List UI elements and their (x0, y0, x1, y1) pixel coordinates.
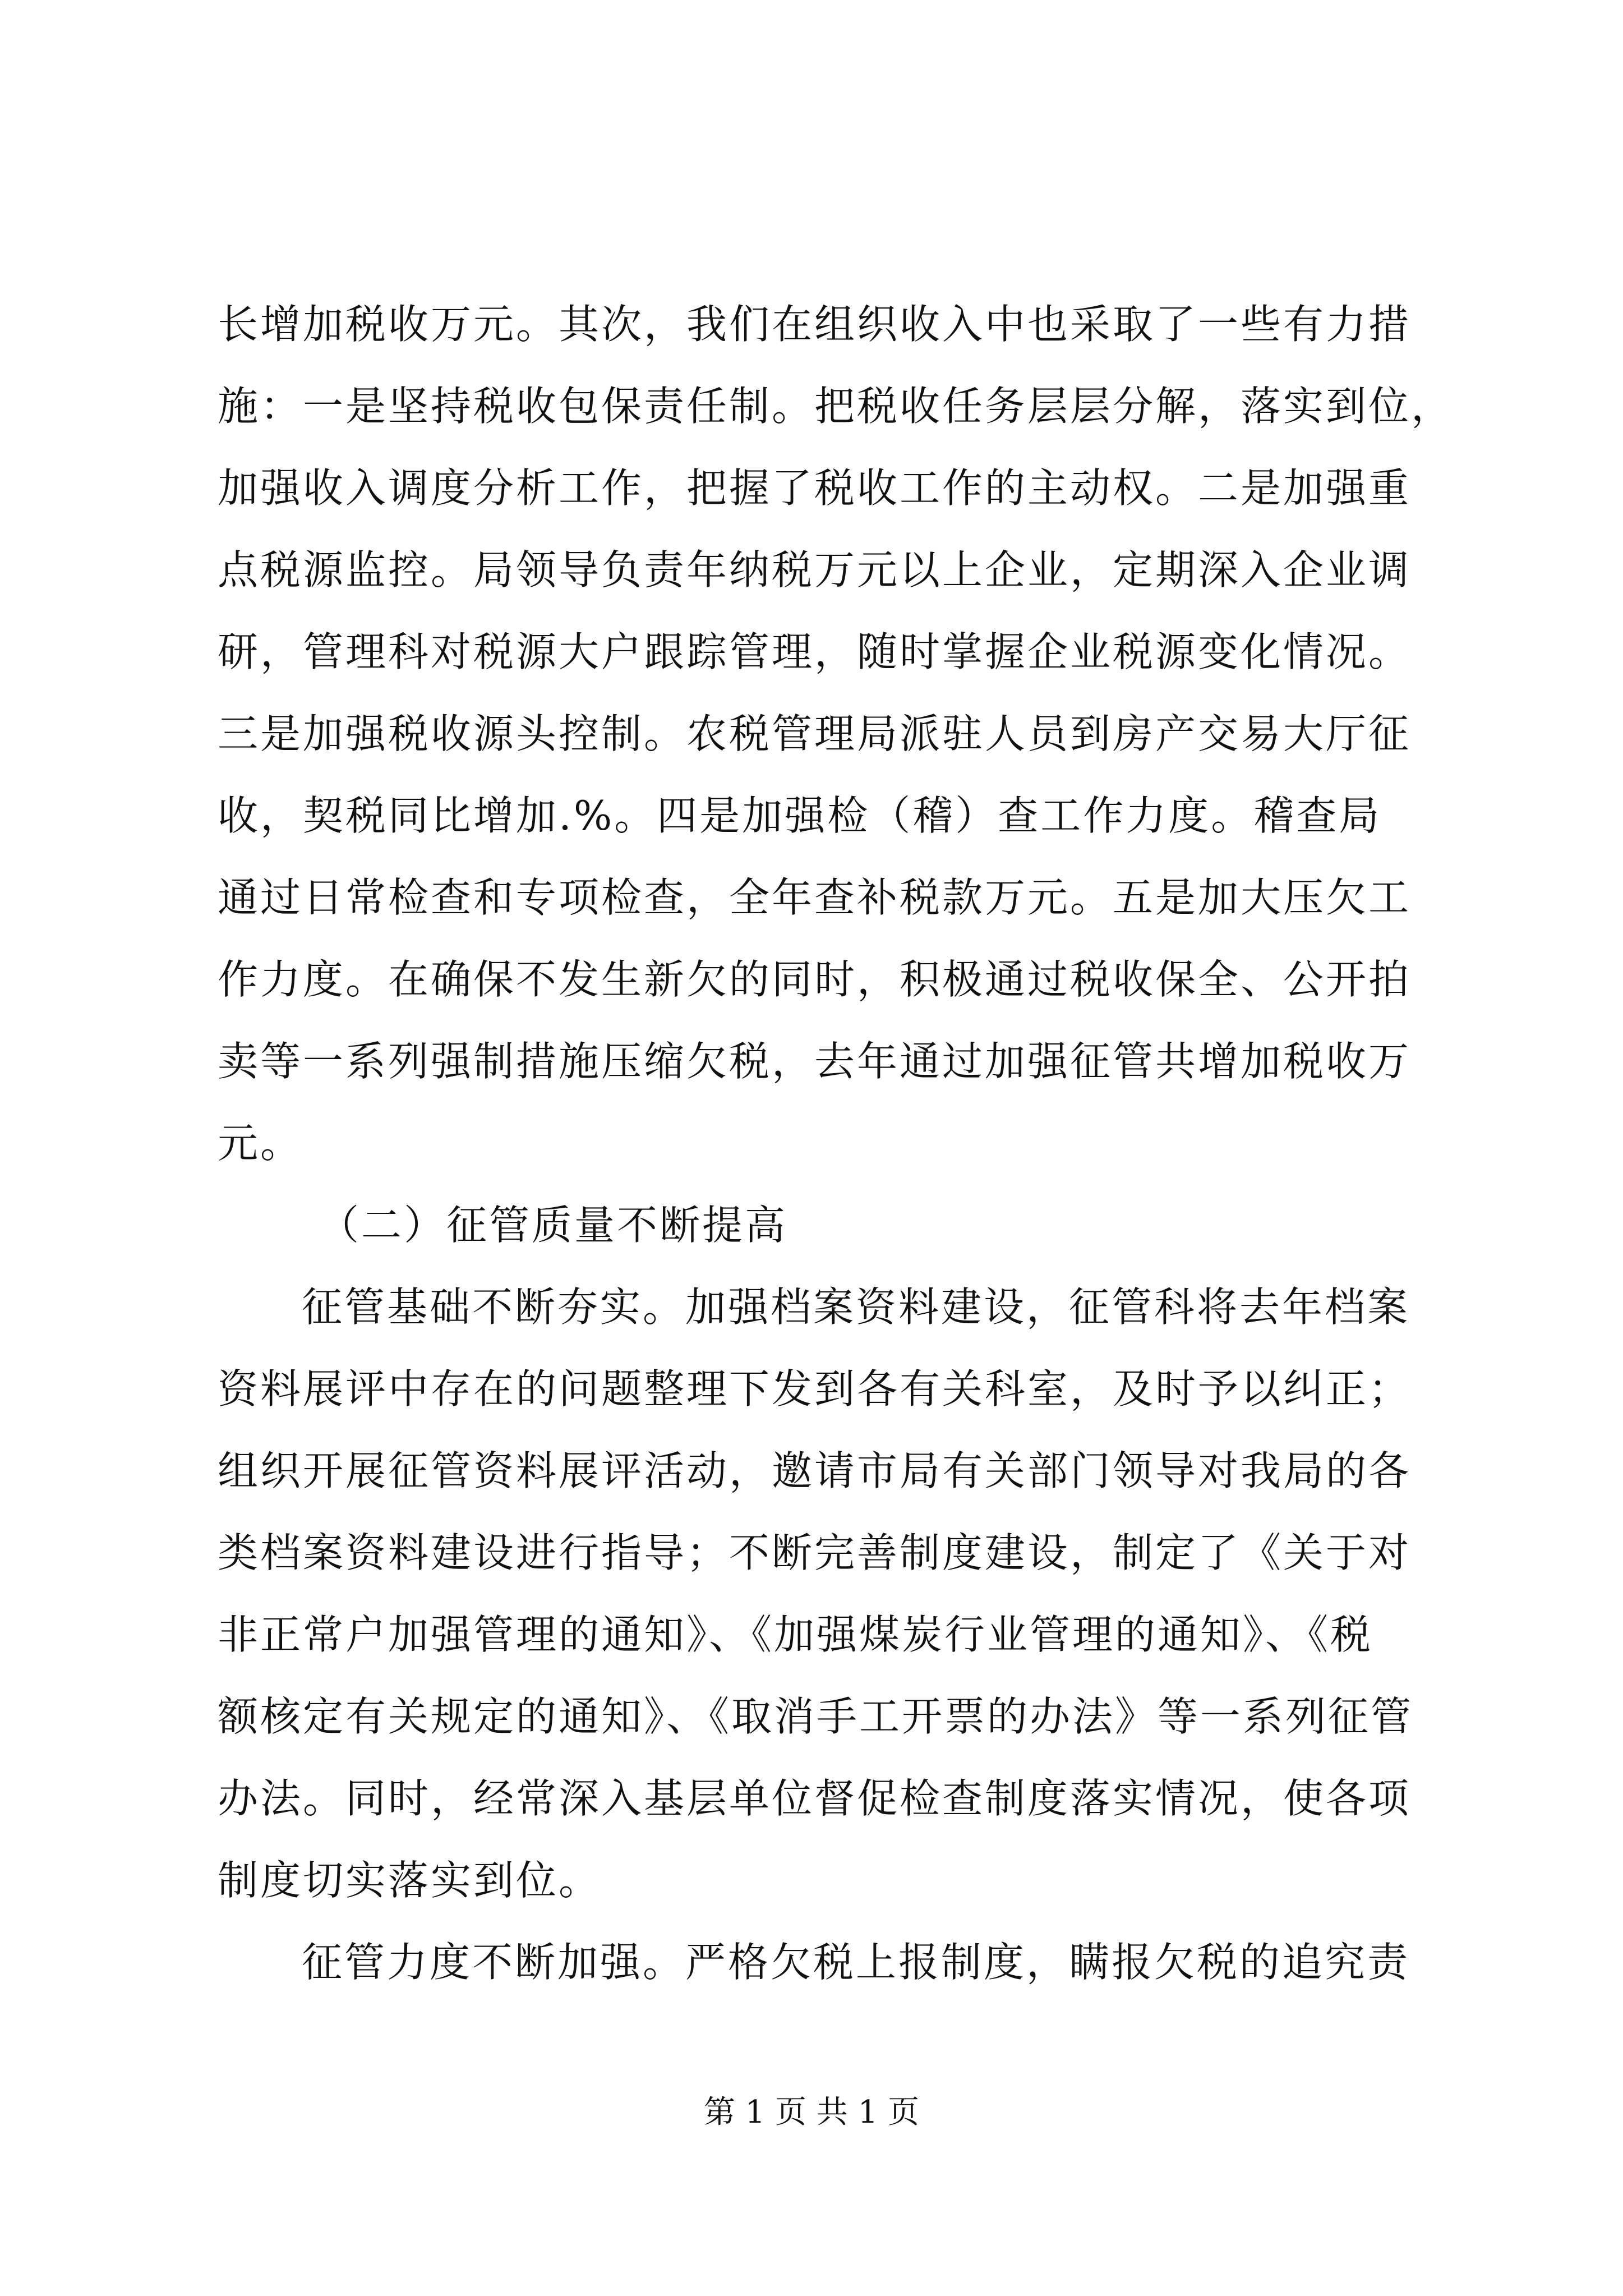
text-line: 类档案资料建设进行指导；不断完善制度建设，制定了《关于对 (218, 1529, 1412, 1576)
text-line: 研，管理科对税源大户跟踪管理，随时掌握企业税源变化情况。 (218, 628, 1412, 675)
text-line: 非正常户加强管理的通知》、《加强煤炭行业管理的通知》、《税 (218, 1611, 1373, 1658)
text-line: 办法。同时，经常深入基层单位督促检查制度落实情况，使各项 (218, 1775, 1412, 1822)
text-line: 卖等一系列强制措施压缩欠税，去年通过加强征管共增加税收万 (218, 1038, 1412, 1085)
text-line: 点税源监控。局领导负责年纳税万元以上企业，定期深入企业调 (218, 546, 1412, 593)
text-line: 加强收入调度分析工作，把握了税收工作的主动权。二是加强重 (218, 464, 1412, 512)
text-line: 通过日常检查和专项检查，全年查补税款万元。五是加大压欠工 (218, 874, 1412, 921)
text-line: 长增加税收万元。其次，我们在组织收入中也采取了一些有力措 (218, 301, 1412, 348)
text-line: 额核定有关规定的通知》、《取消手工开票的办法》等一系列征管 (218, 1693, 1414, 1740)
text-line: 制度切实落实到位。 (218, 1857, 602, 1904)
section-heading: （二）征管质量不断提高 (319, 1202, 788, 1249)
text-line: 作力度。在确保不发生新欠的同时，积极通过税收保全、公开拍 (218, 956, 1412, 1003)
text-line: 收，契税同比增加.%。四是加强检（稽）查工作力度。稽查局 (218, 792, 1382, 839)
text-line: 组织开展征管资料展评活动，邀请市局有关部门领导对我局的各 (218, 1447, 1412, 1494)
text-line: 资料展评中存在的问题整理下发到各有关科室，及时予以纠正； (218, 1365, 1412, 1412)
text-line: 三是加强税收源头控制。农税管理局派驻人员到房产交易大厅征 (218, 710, 1412, 757)
page-footer: 第 1 页 共 1 页 (703, 2094, 920, 2131)
text-line: 元。 (218, 1120, 303, 1167)
paragraph-first-line: 征管基础不断夯实。加强档案资料建设，征管科将去年档案 (302, 1283, 1410, 1331)
text-line: 施：一是坚持税收包保责任制。把税收任务层层分解，落实到位， (218, 383, 1454, 430)
paragraph-first-line: 征管力度不断加强。严格欠税上报制度，瞒报欠税的追究责 (302, 1939, 1410, 1986)
